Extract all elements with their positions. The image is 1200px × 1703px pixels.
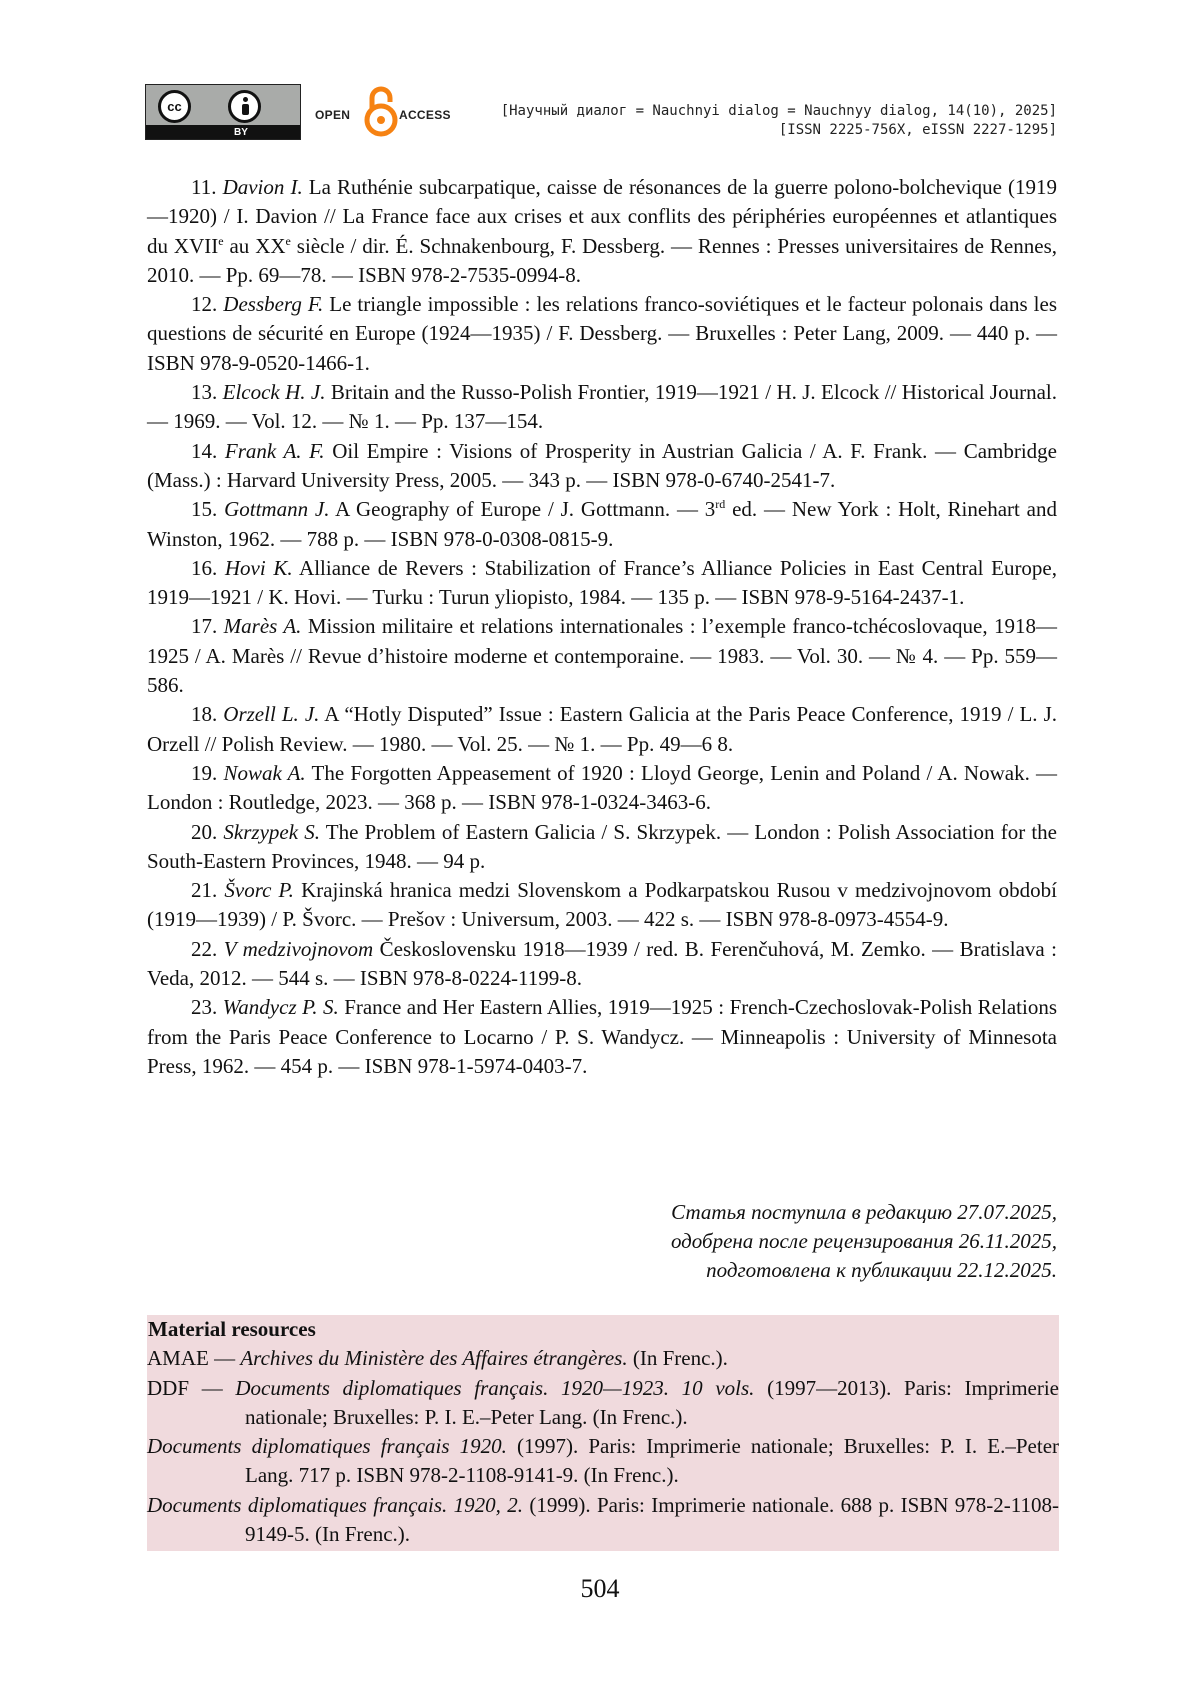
reference-author: Orzell L. J. [223,702,320,727]
reference-item: 18. Orzell L. J. A “Hotly Disputed” Issue : Eastern Galicia at the Paris Peace Conference, 1919 / L. J. Orzell // Polish Review. — 1980. — Vol. 25. — № 1. — Pp. 49—6 8. [147,702,1057,756]
reference-author: Gottmann J. [224,497,330,522]
reference-item: 11. Davion I. La Ruthénie subcarpatique, caisse de résonances de la guerre polono-bolchevique (1919—1920) / I. Davion // La France face aux crises et aux conflits des périphéries européennes et atlantiques du XVIIe au XXe siècle / dir. É. Schnakenbourg, F. Dessberg. — Rennes : Presses universitaires de Rennes, 2010. — Pp. 69—78. — ISBN 978-2-7535-0994-8. [147,175,1057,287]
reference-item: 14. Frank A. F. Oil Empire : Visions of Prosperity in Austrian Galicia / A. F. Frank. — Cambridge (Mass.) : Harvard University Press, 2005. — 343 p. — ISBN 978-0-6740-2541-7. [147,438,1058,492]
received-date: Статья поступила в редакцию 27.07.2025, [671,1200,1057,1224]
reference-item: 15. Gottmann J. A Geography of Europe / J. Gottmann. — 3rd ed. — New York : Holt, Rinehart and Winston, 1962. — 788 p. — ISBN 978-0-0308-0815-9. [147,497,1057,551]
reference-author: Dessberg F. [223,292,324,317]
reference-author: Skrzypek S. [223,819,320,844]
prepared-date: подготовлена к публикации 22.12.2025. [706,1258,1057,1282]
creative-commons-icon: cc [158,90,191,123]
material-item: Documents diplomatiques français. 1920, 2. (1999). Paris: Imprimerie nationale. 688 p. ISBN 978-2-1108-9149-5. (In Frenc.). [147,1492,1059,1547]
reference-item: 13. Elcock H. J. Britain and the Russo-Polish Frontier, 1919—1921 / H. J. Elcock // Historical Journal. — 1969. — Vol. 12. — № 1. — Pp. 137—154. [147,380,1057,434]
open-access-logo [315,84,460,140]
journal-title-line: [Научный диалог = Nauchnyi dialog = Nauchnyy dialog, 14(10), 2025] [500,103,1057,119]
reference-author: Frank A. F. [224,438,325,463]
reference-item: 22. V medzivojnovom Československu 1918—1939 / red. B. Ferenčuhová, M. Zemko. — Bratislava : Veda, 2012. — 544 s. — ISBN 978-8-0224-1199-8. [147,936,1057,991]
approved-date: одобрена после рецензирования 26.11.2025, [670,1229,1057,1253]
open-access-lock-icon [363,84,399,140]
reference-author: V medzivojnovom [223,936,374,961]
material-resources-title: Material resources [148,1317,316,1341]
reference-author: Nowak A. [223,760,306,785]
page-header [145,84,1057,144]
reference-item: 20. Skrzypek S. The Problem of Eastern Galicia / S. Skrzypek. — London : Polish Association for the South-Eastern Provinces, 1948. — 94 p. [147,819,1057,873]
reference-item: 12. Dessberg F. Le triangle impossible : les relations franco-soviétiques et le facteur polonais dans les questions de sécurité en Europe (1924—1935) / F. Dessberg. — Bruxelles : Peter Lang, 2009. — 440 p. — ISBN 978-9-0520-1466-1. [147,292,1058,375]
reference-author: Davion I. [222,175,303,199]
material-resources-section [147,1315,1059,1551]
reference-author: Wandycz P. S. [222,995,339,1020]
access-label: ACCESS [399,108,451,122]
journal-issn-line: [ISSN 2225-756X, eISSN 2227-1295] [778,122,1057,138]
material-item: DDF — Documents diplomatiques français. 1920—1923. 10 vols. (1997—2013). Paris: Imprimerie nationale; Bruxelles: P. I. E.–Peter Lang. (In Frenc.). [147,1375,1060,1429]
reference-author: Švorc P. [224,878,294,903]
reference-item: 19. Nowak A. The Forgotten Appeasement of 1920 : Lloyd George, Lenin and Poland / A. Nowak. — London : Routledge, 2023. — 368 p. — ISBN 978-1-0324-3463-6. [147,760,1058,815]
attribution-icon [228,90,261,123]
material-item: Documents diplomatiques français 1920. (1997). Paris: Imprimerie nationale; Bruxelles: P. I. E.–Peter Lang. 717 p. ISBN 978-2-1108-9141-9. (In Frenc.). [147,1434,1060,1488]
material-item: AMAE — Archives du Ministère des Affaires étrangères. (In Frenc.). [147,1346,728,1371]
reference-author: Hovi K. [224,555,293,580]
by-label: BY [234,127,248,138]
open-label: OPEN [315,108,351,122]
article-dates [671,1198,1057,1285]
reference-item: 16. Hovi K. Alliance de Revers : Stabilization of France’s Alliance Policies in East Central Europe, 1919—1921 / K. Hovi. — Turku : Turun yliopisto, 1984. — 135 p. — ISBN 978-9-5164-2437-1. [147,555,1058,610]
reference-item: 21. Švorc P. Krajinská hranica medzi Slovenskom a Podkarpatskou Rusou v medzivojnovom období (1919—1939) / P. Švorc. — Prešov : Universum, 2003. — 422 s. — ISBN 978-8-0973-4554-9. [147,878,1058,932]
reference-item: 23. Wandycz P. S. France and Her Eastern Allies, 1919—1925 : French-Czechoslovak-Polish Relations from the Paris Peace Conference to Locarno / P. S. Wandycz. — Minneapolis : University of Minnesota Press, 1962. — 454 p. — ISBN 978-1-5974-0403-7. [147,995,1057,1078]
journal-citation [501,102,1057,140]
badge-strip [146,125,300,139]
cc-by-license-badge[interactable] [145,84,301,140]
reference-item: 17. Marès A. Mission militaire et relations internationales : l’exemple franco-tchécoslovaque, 1918—1925 / A. Marès // Revue d’histoire moderne et contemporaine. — 1983. — Vol. 30. — № 4. — Pp. 559—586. [147,614,1058,698]
reference-author: Marès A. [223,614,302,639]
reference-author: Elcock H. J. [222,380,326,405]
references-list [147,173,1057,1081]
page-number: 504 [580,1574,620,1603]
